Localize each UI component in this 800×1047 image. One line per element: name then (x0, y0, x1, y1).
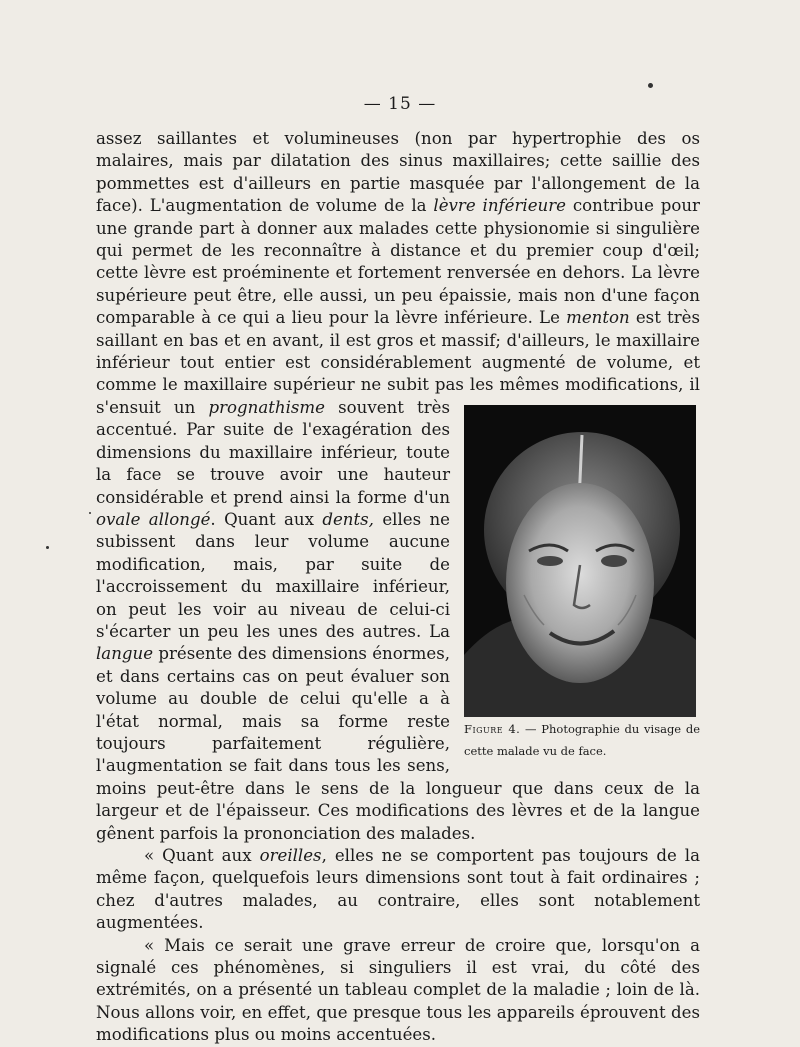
text-run: , elles ne se comportent pas toujours de la même façon, quelquefois leurs dimensions sont tout à fait ordinaires ; chez d'autres malades, au contraire, elles sont notablement augmentées. (96, 846, 700, 933)
paragraph (96, 128, 700, 845)
text-run: elles ne subissent dans leur volume aucune modification, mais, par suite de l'accroissement du maxillaire inférieur, on peut les voir au niveau de celui-ci s'écarter un peu les unes des autres. La (96, 509, 450, 641)
paragraph: « Mais ce serait une grave erreur de croire que, lorsqu'on a signalé ces phénomènes, si singuliers il est vrai, du côté des extrémités, on a présenté un tableau complet de la maladie ; loin de là. Nous allons voir, en effet, que presque tous les appareils éprouvent des modifications plus ou moins accentuées. (96, 935, 700, 1045)
emphasis: lèvre inférieure (433, 196, 566, 216)
print-speck (46, 546, 49, 549)
print-speck (89, 512, 91, 514)
emphasis: prognathisme (208, 397, 325, 417)
emphasis: dents, (322, 509, 374, 529)
figure-label: Figure 4. (464, 721, 521, 736)
paragraph (96, 845, 700, 935)
text-run: souvent très accentué. Par suite de l'exagération des dimensions du maxillaire inférieur, toute la face se trouve avoir une hauteur considérable et prend ainsi la forme d'un (96, 397, 450, 507)
emphasis: oreilles (259, 846, 322, 865)
text-run: présente des dimensions énormes, et dans certains cas on peut évaluer son volume au double de celui qu'elle a à l'état normal, mais sa forme reste toujours parfaitement régulière, l'augmentation se fait dans tous les sens, moins peut-être dans le sens de la longueur que dans ceux de la largeur et de l'épaisseur. Ces modifications des lèvres et de la langue gênent parfois la prononciation des malades. (96, 644, 700, 843)
text-run: « Quant aux (144, 846, 260, 865)
emphasis: menton (566, 308, 630, 328)
figure (464, 405, 700, 762)
portrait-photo (464, 405, 696, 717)
text-run: est très saillant en bas et en avant, il est gros et massif; d'ailleurs, le maxillaire inférieur tout entier est considérablement augmenté de volume, et comme le maxillaire supérieur ne subit pas les mêmes modifications, il s'ensuit un (96, 308, 700, 417)
emphasis: ovale allongé (96, 509, 211, 529)
text-run: . Quant aux (210, 509, 323, 529)
figure-caption-text: — Photographie du visage de cette malade vu de face. (464, 721, 700, 759)
emphasis: langue (96, 644, 154, 664)
body-text (96, 128, 700, 1047)
figure-caption (464, 722, 700, 758)
page-number: — 15 — (363, 94, 437, 114)
text-run: contribue pour une grande part à donner aux malades cette physionomie si singulière qui permet de les reconnaître à distance et du premier coup d'œil; cette lèvre est proéminente et fortement renversée en dehors. La lèvre supérieure peut être, elle aussi, un peu épaissie, mais non d'une façon comparable à ce qui a lieu pour la lèvre inférieure. Le (96, 196, 700, 328)
text-run: assez saillantes et volumineuses (non par hypertrophie des os malaires, mais par dilatation des sinus maxillaires; cette saillie des pommettes est d'ailleurs en partie masquée par l'allongement de la face). L'augmentation de volume de la (96, 129, 700, 216)
print-speck (648, 83, 653, 88)
